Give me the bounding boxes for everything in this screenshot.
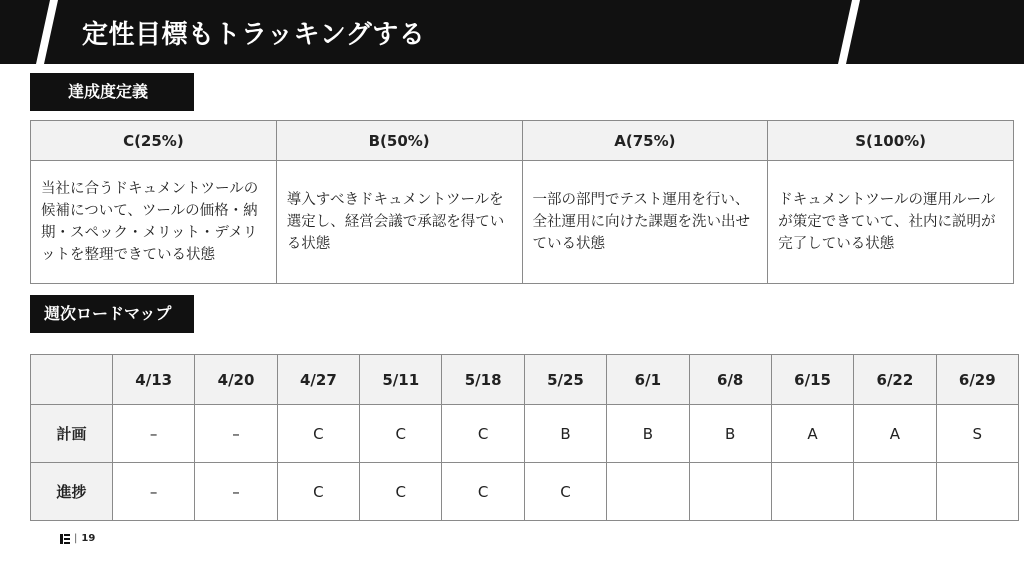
plan-cell: A [771,405,853,463]
definition-heading-s: S(100%) [768,121,1014,161]
progress-cell [607,463,689,521]
plan-cell: A [854,405,936,463]
definition-heading-c: C(25%) [31,121,277,161]
plan-cell: S [936,405,1018,463]
roadmap-table [30,354,1019,521]
definition-heading-b: B(50%) [276,121,522,161]
progress-cell [689,463,771,521]
plan-cell: B [607,405,689,463]
roadmap-date: 6/1 [607,355,689,405]
definition-text-a: 一部の部門でテスト運用を行い、全社運用に向けた課題を洗い出せている状態 [522,161,768,284]
roadmap-plan-row [31,405,1019,463]
plan-cell: C [360,405,442,463]
progress-cell: – [113,463,195,521]
footer [60,533,95,544]
progress-cell: C [442,463,524,521]
progress-cell [854,463,936,521]
roadmap-row-label: 進捗 [31,463,113,521]
progress-cell: C [277,463,359,521]
definition-text-s: ドキュメントツールの運用ルールが策定できていて、社内に説明が完了している状態 [768,161,1014,284]
roadmap-date: 6/29 [936,355,1018,405]
definition-text-b: 導入すべきドキュメントツールを選定し、経営会議で承認を得ている状態 [276,161,522,284]
progress-cell [936,463,1018,521]
plan-cell: C [277,405,359,463]
roadmap-date: 4/13 [113,355,195,405]
roadmap-date: 4/27 [277,355,359,405]
progress-cell: C [524,463,606,521]
title-bar [0,0,1024,64]
plan-cell: – [195,405,277,463]
company-logo-icon [60,534,70,544]
definition-body-row [31,161,1014,284]
page-title: 定性目標もトラッキングする [82,20,426,50]
definition-header-row [31,121,1014,161]
definition-section-label: 達成度定義 [30,73,194,111]
plan-cell: C [442,405,524,463]
roadmap-section-label: 週次ロードマップ [30,295,194,333]
plan-cell: – [113,405,195,463]
definition-text-c: 当社に合うドキュメントツールの候補について、ツールの価格・納期・スペック・メリット・デメリットを整理できている状態 [31,161,277,284]
page-number: 19 [81,533,96,544]
roadmap-date: 6/15 [771,355,853,405]
progress-cell [771,463,853,521]
roadmap-date: 5/11 [360,355,442,405]
progress-cell: – [195,463,277,521]
roadmap-header-row [31,355,1019,405]
roadmap-date: 6/22 [854,355,936,405]
roadmap-date: 6/8 [689,355,771,405]
footer-separator: | [74,533,78,544]
definition-table [30,120,1014,284]
roadmap-corner-cell [31,355,113,405]
roadmap-date: 4/20 [195,355,277,405]
plan-cell: B [689,405,771,463]
roadmap-progress-row [31,463,1019,521]
roadmap-row-label: 計画 [31,405,113,463]
progress-cell: C [360,463,442,521]
definition-heading-a: A(75%) [522,121,768,161]
plan-cell: B [524,405,606,463]
roadmap-date: 5/25 [524,355,606,405]
roadmap-date: 5/18 [442,355,524,405]
